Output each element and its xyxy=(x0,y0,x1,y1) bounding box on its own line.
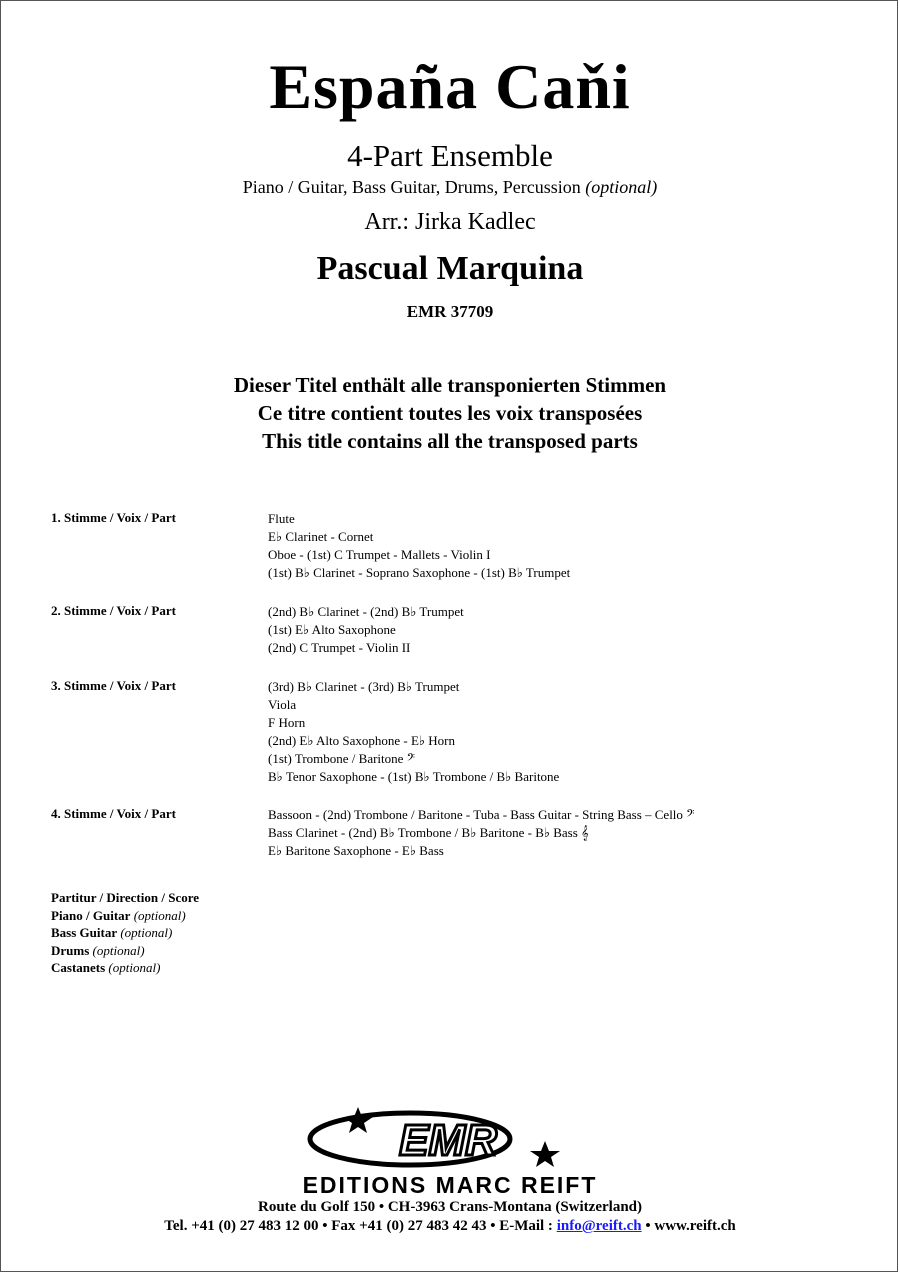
instrument-line: (2nd) E♭ Alto Saxophone - E♭ Horn xyxy=(268,733,456,748)
note-french: Ce titre contient toutes les voix transposées xyxy=(257,401,643,425)
part-label: 2. Stimme / Voix / Part xyxy=(51,603,176,618)
composer: Pascual Marquina xyxy=(316,250,584,287)
part-label: 3. Stimme / Voix / Part xyxy=(51,678,176,693)
note-german: Dieser Titel enthält alle transponierten Stimmen xyxy=(233,373,667,397)
note-english: This title contains all the transposed parts xyxy=(262,429,638,453)
instrument-line: (1st) E♭ Alto Saxophone xyxy=(268,622,396,637)
extra-part xyxy=(51,959,199,977)
instrument-line: (2nd) B♭ Clarinet - (2nd) B♭ Trumpet xyxy=(268,604,464,619)
part-label: 1. Stimme / Voix / Part xyxy=(51,510,176,525)
contact-phone-fax: Tel. +41 (0) 27 483 12 00 • Fax +41 (0) 27 483 42 43 • E-Mail : xyxy=(164,1218,557,1234)
star-icon xyxy=(343,1107,373,1133)
contact-website: • www.reift.ch xyxy=(641,1218,736,1234)
extra-part-name: Partitur / Direction / Score xyxy=(51,890,200,905)
instrument-line: Viola xyxy=(268,697,297,712)
part-instruments xyxy=(268,603,464,657)
instrument-line: E♭ Clarinet - Cornet xyxy=(268,529,374,544)
email-link[interactable]: info@reift.ch xyxy=(556,1218,642,1234)
part-instruments xyxy=(268,806,695,860)
instrument-line: (1st) Trombone / Baritone 𝄢 xyxy=(268,751,416,766)
instrument-line: Flute xyxy=(268,511,295,526)
arranger: Arr.: Jirka Kadlec xyxy=(364,209,536,235)
instrument-line: Bass Clarinet - (2nd) B♭ Trombone / B♭ Baritone - B♭ Bass 𝄞 xyxy=(268,825,589,840)
extra-part xyxy=(51,907,199,925)
extra-part-note: (optional) xyxy=(108,960,161,975)
instrument-line: Oboe - (1st) C Trumpet - Mallets - Violin I xyxy=(268,547,491,562)
part-instruments xyxy=(268,510,570,582)
instrumentation xyxy=(0,177,900,198)
extra-part-note: (optional) xyxy=(120,925,173,940)
extra-part-name: Drums xyxy=(51,942,90,958)
emr-logo xyxy=(300,1105,600,1175)
extra-part xyxy=(51,942,199,960)
extra-part-note: (optional) xyxy=(92,942,145,958)
star-icon xyxy=(530,1141,560,1167)
logo-text: EMR xyxy=(399,1116,497,1165)
extra-part-name: Piano / Guitar xyxy=(51,907,131,923)
extra-part xyxy=(51,924,199,942)
instrument-line: Bassoon - (2nd) Trombone / Baritone - Tuba - Bass Guitar - String Bass – Cello 𝄢 xyxy=(268,807,695,822)
extra-part-note: (optional) xyxy=(133,907,186,923)
catalog-number: EMR 37709 xyxy=(406,302,494,321)
instrumentation-text: Piano / Guitar, Bass Guitar, Drums, Percussion xyxy=(242,177,581,197)
extra-part-name: Bass Guitar xyxy=(51,925,118,940)
instrument-line: (3rd) B♭ Clarinet - (3rd) B♭ Trumpet xyxy=(268,679,460,694)
publisher-contact xyxy=(0,1218,900,1235)
extra-parts-list xyxy=(51,889,199,977)
subtitle: 4-Part Ensemble xyxy=(347,138,553,173)
part-instruments xyxy=(268,678,559,786)
instrumentation-optional: (optional) xyxy=(585,177,658,197)
publisher-address: Route du Golf 150 • CH-3963 Crans-Montana (Switzerland) xyxy=(258,1199,642,1215)
extra-part-name: Castanets xyxy=(51,960,106,975)
publisher-name: EDITIONS MARC REIFT xyxy=(302,1172,598,1198)
instrument-line: (2nd) C Trumpet - Violin II xyxy=(268,640,411,655)
part-label: 4. Stimme / Voix / Part xyxy=(51,806,176,821)
instrument-line: E♭ Baritone Saxophone - E♭ Bass xyxy=(268,843,444,858)
extra-part xyxy=(51,889,199,907)
instrument-line: F Horn xyxy=(268,715,306,730)
page-title: España Caňi xyxy=(269,51,631,122)
instrument-line: (1st) B♭ Clarinet - Soprano Saxophone - (1st) B♭ Trumpet xyxy=(268,565,571,580)
instrument-line: B♭ Tenor Saxophone - (1st) B♭ Trombone / B♭ Baritone xyxy=(268,769,560,784)
